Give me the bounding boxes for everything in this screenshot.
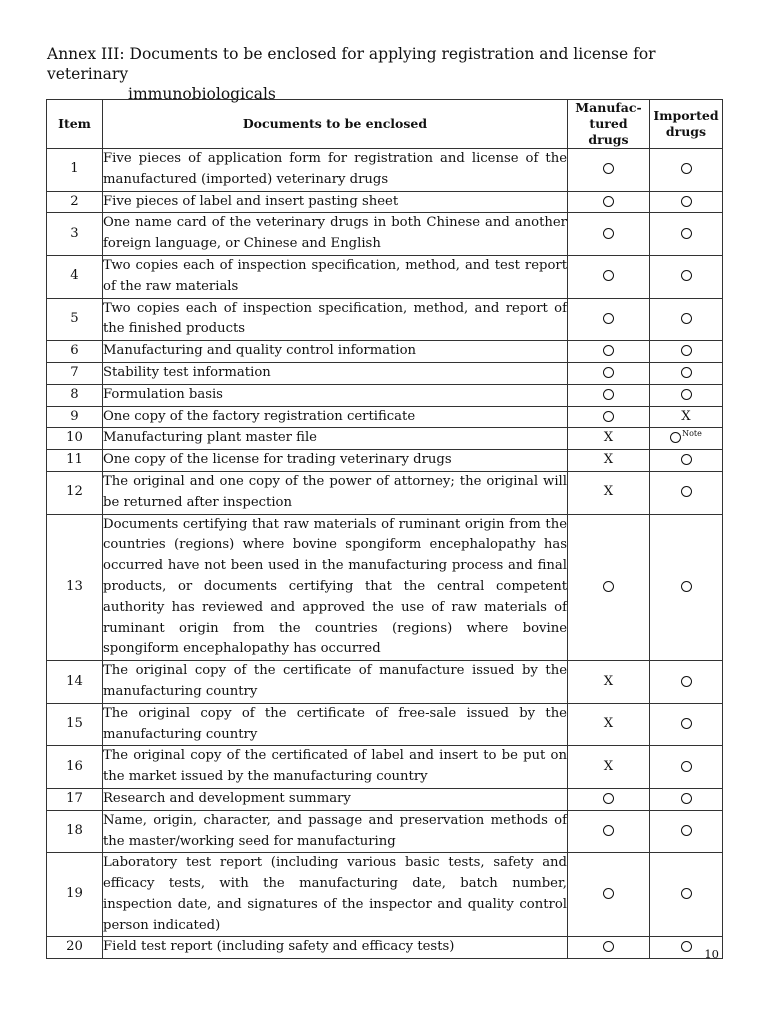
- required-circle-icon: [681, 196, 692, 207]
- imported-requirement-cell: [650, 255, 723, 298]
- header-imported-drugs: [650, 100, 723, 149]
- header-manufactured-line2: tured drugs: [588, 116, 629, 147]
- imported-requirement-cell: [650, 450, 723, 472]
- required-circle-icon: [681, 270, 692, 281]
- document-description: The original copy of the certificate of free-sale issued by the manufacturing country: [103, 703, 568, 746]
- item-number: 19: [47, 853, 103, 937]
- required-circle-icon: [681, 793, 692, 804]
- table-row: [47, 450, 723, 472]
- document-description: Stability test information: [103, 362, 568, 384]
- required-circle-icon: [681, 345, 692, 356]
- imported-requirement-cell: [650, 406, 723, 428]
- manufactured-requirement-cell: [568, 471, 650, 514]
- required-circle-icon: [681, 163, 692, 174]
- table-row: [47, 788, 723, 810]
- not-required-mark: X: [603, 716, 614, 732]
- header-item: Item: [47, 100, 103, 149]
- table-row: [47, 428, 723, 450]
- imported-requirement-cell: [650, 362, 723, 384]
- table-row: [47, 810, 723, 853]
- imported-requirement-cell: [650, 191, 723, 213]
- required-circle-icon: [681, 367, 692, 378]
- item-number: 11: [47, 450, 103, 472]
- item-number: 18: [47, 810, 103, 853]
- required-circle-icon: [603, 888, 614, 899]
- document-description: Manufacturing plant master file: [103, 428, 568, 450]
- item-number: 3: [47, 213, 103, 256]
- imported-requirement-cell: [650, 703, 723, 746]
- table-row: [47, 191, 723, 213]
- table-row: [47, 298, 723, 341]
- manufactured-requirement-cell: [568, 450, 650, 472]
- item-number: 1: [47, 149, 103, 192]
- required-circle-icon: [603, 581, 614, 592]
- item-number: 7: [47, 362, 103, 384]
- imported-requirement-cell: [650, 746, 723, 789]
- table-row: [47, 384, 723, 406]
- required-circle-icon: [681, 888, 692, 899]
- imported-requirement-cell: [650, 298, 723, 341]
- item-number: 20: [47, 937, 103, 959]
- document-description: Documents certifying that raw materials of ruminant origin from the countries (regions) where bovine spongiform encephalopathy has occurred have not been used in the manufacturing process and final products, or documents certifying that the central competent authority has reviewed and approved the use of raw materials of ruminant origin from the countries (regions) where bovine spongiform encephalopathy has occurred: [103, 514, 568, 661]
- required-circle-icon: [681, 581, 692, 592]
- item-number: 15: [47, 703, 103, 746]
- table-row: [47, 703, 723, 746]
- not-required-mark: X: [603, 452, 614, 468]
- required-circle-icon: [603, 345, 614, 356]
- table-row: [47, 853, 723, 937]
- required-circle-icon: [681, 228, 692, 239]
- required-circle-icon: [603, 793, 614, 804]
- required-circle-icon: [670, 432, 681, 443]
- required-circle-icon: [681, 941, 692, 952]
- document-description: Field test report (including safety and efficacy tests): [103, 937, 568, 959]
- imported-requirement-cell: [650, 788, 723, 810]
- title-line-2: immunobiologicals: [128, 85, 276, 103]
- manufactured-requirement-cell: [568, 810, 650, 853]
- imported-requirement-cell: [650, 428, 723, 450]
- manufactured-requirement-cell: [568, 362, 650, 384]
- item-number: 12: [47, 471, 103, 514]
- title-line-1: Annex III: Documents to be enclosed for applying registration and license for veterinary: [47, 45, 656, 83]
- table-header-row: [47, 100, 723, 149]
- page-number: 10: [704, 947, 719, 961]
- required-circle-icon: [603, 313, 614, 324]
- required-circle-icon: [681, 825, 692, 836]
- item-number: 16: [47, 746, 103, 789]
- header-imported-line2: drugs: [665, 124, 707, 139]
- required-circle-icon: [681, 718, 692, 729]
- documents-table: [46, 99, 723, 959]
- required-circle-icon: [603, 228, 614, 239]
- item-number: 8: [47, 384, 103, 406]
- imported-requirement-cell: [650, 384, 723, 406]
- header-documents: Documents to be enclosed: [103, 100, 568, 149]
- document-description: Two copies each of inspection specification, method, and report of the finished products: [103, 298, 568, 341]
- table-row: [47, 661, 723, 704]
- note-superscript: Note: [682, 428, 702, 438]
- manufactured-requirement-cell: [568, 746, 650, 789]
- page-title: [47, 44, 737, 104]
- document-description: The original copy of the certificated of label and insert to be put on the market issued by the manufacturing country: [103, 746, 568, 789]
- required-circle-icon: [603, 270, 614, 281]
- table-row: [47, 255, 723, 298]
- table-row: [47, 746, 723, 789]
- document-description: One copy of the factory registration certificate: [103, 406, 568, 428]
- required-circle-icon: [603, 196, 614, 207]
- imported-requirement-cell: [650, 341, 723, 363]
- document-description: Name, origin, character, and passage and preservation methods of the master/working seed for manufacturing: [103, 810, 568, 853]
- item-number: 2: [47, 191, 103, 213]
- manufactured-requirement-cell: [568, 937, 650, 959]
- header-manufactured-drugs: [568, 100, 650, 149]
- manufactured-requirement-cell: [568, 298, 650, 341]
- table-row: [47, 471, 723, 514]
- manufactured-requirement-cell: [568, 853, 650, 937]
- manufactured-requirement-cell: [568, 213, 650, 256]
- imported-requirement-cell: [650, 661, 723, 704]
- item-number: 6: [47, 341, 103, 363]
- document-description: Laboratory test report (including various basic tests, safety and efficacy tests, with the manufacturing date, batch number, inspection date, and signatures of the inspector and quality control person indicated): [103, 853, 568, 937]
- not-required-mark: X: [681, 408, 691, 424]
- not-required-mark: X: [603, 673, 614, 689]
- required-circle-icon: [681, 454, 692, 465]
- item-number: 5: [47, 298, 103, 341]
- imported-requirement-cell: [650, 149, 723, 192]
- manufactured-requirement-cell: [568, 341, 650, 363]
- required-circle-icon: [681, 676, 692, 687]
- table-row: [47, 149, 723, 192]
- not-required-mark: X: [603, 430, 614, 446]
- imported-requirement-cell: [650, 471, 723, 514]
- document-description: Formulation basis: [103, 384, 568, 406]
- manufactured-requirement-cell: [568, 788, 650, 810]
- table-row: [47, 406, 723, 428]
- not-required-mark: X: [603, 758, 614, 774]
- required-circle-icon: [681, 313, 692, 324]
- manufactured-requirement-cell: [568, 149, 650, 192]
- document-description: Two copies each of inspection specification, method, and test report of the raw materials: [103, 255, 568, 298]
- header-imported-line1: Imported: [653, 108, 719, 123]
- document-description: Five pieces of label and insert pasting sheet: [103, 191, 568, 213]
- document-description: One name card of the veterinary drugs in both Chinese and another foreign language, or Chinese and English: [103, 213, 568, 256]
- required-circle-icon: [603, 411, 614, 422]
- table-row: [47, 362, 723, 384]
- imported-requirement-cell: [650, 853, 723, 937]
- item-number: 9: [47, 406, 103, 428]
- table-row: [47, 937, 723, 959]
- required-circle-icon: [603, 941, 614, 952]
- document-description: Manufacturing and quality control information: [103, 341, 568, 363]
- document-description: Research and development summary: [103, 788, 568, 810]
- item-number: 17: [47, 788, 103, 810]
- document-description: The original copy of the certificate of manufacture issued by the manufacturing country: [103, 661, 568, 704]
- document-description: The original and one copy of the power of attorney; the original will be returned after inspection: [103, 471, 568, 514]
- header-manufactured-line1: Manufac-: [575, 100, 642, 115]
- manufactured-requirement-cell: [568, 514, 650, 661]
- manufactured-requirement-cell: [568, 255, 650, 298]
- manufactured-requirement-cell: [568, 384, 650, 406]
- item-number: 13: [47, 514, 103, 661]
- item-number: 10: [47, 428, 103, 450]
- imported-requirement-cell: [650, 514, 723, 661]
- table-row: [47, 341, 723, 363]
- document-description: Five pieces of application form for registration and license of the manufactured (imported) veterinary drugs: [103, 149, 568, 192]
- manufactured-requirement-cell: [568, 703, 650, 746]
- item-number: 4: [47, 255, 103, 298]
- imported-requirement-cell: [650, 213, 723, 256]
- manufactured-requirement-cell: [568, 406, 650, 428]
- required-circle-icon: [681, 761, 692, 772]
- manufactured-requirement-cell: [568, 191, 650, 213]
- table-row: [47, 514, 723, 661]
- table-row: [47, 213, 723, 256]
- required-circle-icon: [681, 486, 692, 497]
- required-circle-icon: [681, 389, 692, 400]
- item-number: 14: [47, 661, 103, 704]
- required-circle-icon: [603, 389, 614, 400]
- document-description: One copy of the license for trading veterinary drugs: [103, 450, 568, 472]
- manufactured-requirement-cell: [568, 661, 650, 704]
- required-circle-icon: [603, 163, 614, 174]
- not-required-mark: X: [603, 484, 614, 500]
- required-circle-icon: [603, 367, 614, 378]
- manufactured-requirement-cell: [568, 428, 650, 450]
- imported-requirement-cell: [650, 810, 723, 853]
- required-circle-icon: [603, 825, 614, 836]
